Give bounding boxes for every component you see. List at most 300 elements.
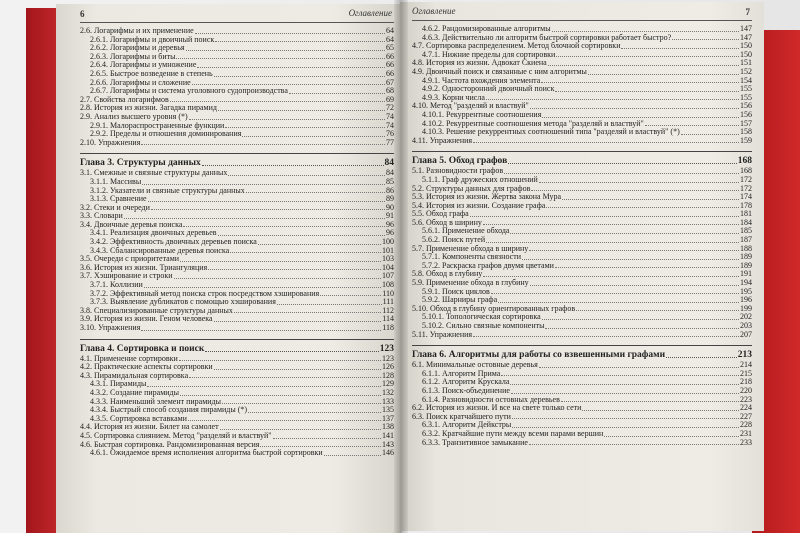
dot-leader bbox=[483, 276, 739, 277]
dot-leader bbox=[576, 310, 739, 311]
dot-leader bbox=[225, 127, 385, 128]
dot-leader bbox=[242, 136, 385, 137]
entry-page-number: 187 bbox=[740, 235, 752, 245]
dot-leader bbox=[470, 216, 739, 217]
entry-page-number: 174 bbox=[740, 192, 752, 202]
dot-leader bbox=[218, 110, 385, 111]
entry-page-number: 133 bbox=[382, 396, 394, 406]
dot-leader bbox=[541, 82, 739, 83]
entry-page-number: 150 bbox=[740, 49, 752, 59]
dot-leader bbox=[483, 224, 739, 225]
entry-title: 5.4. История из жизни. Создание графа bbox=[412, 200, 546, 210]
entry-title: 5.6.2. Поиск путей bbox=[422, 235, 486, 245]
entry-title: 6.2. История из жизни. И все на свете только сети bbox=[412, 403, 582, 413]
dot-leader bbox=[512, 427, 739, 428]
entry-page-number: 156 bbox=[740, 101, 752, 111]
dot-leader bbox=[552, 31, 739, 32]
entry-title: 5.7. Применение обхода в ширину bbox=[412, 243, 529, 253]
entry-page-number: 108 bbox=[382, 280, 394, 290]
dot-leader bbox=[588, 74, 739, 75]
dot-leader bbox=[562, 199, 739, 200]
dot-leader bbox=[124, 218, 385, 219]
entry-title: 4.6.1. Ожидаемое время исполнения алгоритма быстрой сортировки bbox=[90, 448, 323, 458]
entry-page-number: 181 bbox=[740, 209, 752, 219]
entry-title: 4.3.2. Создание пирамиды bbox=[90, 387, 179, 397]
entry-title: 4.3.3. Наименьший элемент пирамиды bbox=[90, 396, 221, 406]
entry-title: 2.7. Свойства логарифмов bbox=[80, 94, 169, 104]
dot-leader bbox=[189, 377, 381, 378]
entry-page-number: 110 bbox=[382, 288, 394, 298]
entry-page-number: 91 bbox=[386, 211, 394, 221]
entry-page-number: 77 bbox=[386, 137, 394, 147]
chapter-page-number: 213 bbox=[737, 350, 752, 361]
toc-chapter-heading bbox=[80, 153, 394, 169]
entry-title: 5.2. Структуры данных для графов bbox=[412, 183, 531, 193]
dot-leader bbox=[195, 33, 385, 34]
dot-leader bbox=[215, 41, 385, 42]
dot-leader bbox=[672, 39, 739, 40]
dot-leader bbox=[273, 438, 381, 439]
toc-chapter-heading bbox=[80, 339, 394, 355]
entry-title: 3.1. Смежные и связные структуры данных bbox=[80, 168, 228, 178]
entry-page-number: 223 bbox=[740, 394, 752, 404]
entry-page-number: 178 bbox=[740, 200, 752, 210]
entry-title: 6.1.2. Алгоритм Крускала bbox=[422, 377, 510, 387]
entry-page-number: 143 bbox=[382, 439, 394, 449]
entry-page-number: 194 bbox=[740, 278, 752, 288]
dot-leader bbox=[170, 101, 385, 102]
entry-page-number: 218 bbox=[740, 377, 752, 387]
entry-page-number: 168 bbox=[740, 166, 752, 176]
entry-title: 3.3. Словари bbox=[80, 211, 123, 221]
entry-title: 5.10.2. Сильно связные компоненты bbox=[422, 321, 545, 330]
entry-page-number: 89 bbox=[386, 194, 394, 204]
entry-page-number: 84 bbox=[386, 168, 394, 178]
dot-leader bbox=[498, 302, 739, 303]
entry-page-number: 67 bbox=[386, 77, 394, 87]
entry-title: 2.6. Логарифмы и их применение bbox=[80, 26, 194, 35]
entry-title: 6.1.1. Алгоритм Прима bbox=[422, 368, 501, 378]
entry-title: 2.6.2. Логарифмы и деревья bbox=[90, 43, 185, 53]
entry-page-number: 129 bbox=[382, 379, 394, 389]
entry-title: 5.9.2. Шарниры графа bbox=[422, 295, 498, 305]
entry-title: 5.11. Упражнения bbox=[412, 329, 473, 339]
entry-title: 4.3.5. Сортировка вставками bbox=[90, 413, 187, 423]
entry-title: 4.10.3. Решение рекуррентных соотношений типа "разделяй и властвуй" (*) bbox=[422, 127, 680, 137]
toc-entry bbox=[80, 204, 394, 213]
toc-entry bbox=[412, 137, 752, 146]
entry-page-number: 114 bbox=[382, 314, 394, 324]
entry-page-number: 214 bbox=[740, 360, 752, 370]
dot-leader bbox=[141, 144, 385, 145]
entry-title: 2.9.2. Пределы и отношения доминирования bbox=[90, 129, 242, 139]
entry-title: 3.10. Упражнения bbox=[80, 323, 141, 332]
entry-title: 2.6.3. Логарифмы и биты bbox=[90, 51, 176, 61]
chapter-title: Глава 5. Обход графов bbox=[412, 156, 508, 167]
dot-leader bbox=[556, 56, 739, 57]
dot-leader bbox=[539, 182, 739, 183]
dot-leader bbox=[220, 429, 381, 430]
dot-leader bbox=[176, 58, 385, 59]
entry-page-number: 185 bbox=[740, 226, 752, 236]
entry-page-number: 146 bbox=[382, 448, 394, 458]
entry-page-number: 76 bbox=[386, 129, 394, 139]
dot-leader bbox=[529, 250, 739, 251]
entry-title: 3.8. Специализированные структуры данных bbox=[80, 305, 233, 315]
entry-page-number: 118 bbox=[382, 323, 394, 332]
entry-title: 5.5. Обход графа bbox=[412, 209, 469, 219]
entry-title: 3.5. Очереди с приоритетами bbox=[80, 254, 180, 264]
dot-leader bbox=[214, 369, 381, 370]
right-toc bbox=[412, 25, 752, 447]
entry-page-number: 103 bbox=[382, 254, 394, 264]
entry-title: 6.3. Поиск кратчайшего пути bbox=[412, 411, 511, 421]
entry-page-number: 66 bbox=[386, 60, 394, 70]
entry-page-number: 96 bbox=[386, 219, 394, 229]
entry-title: 4.6.3. Действительно ли алгоритм быстрой сортировки работает быстро? bbox=[422, 32, 672, 42]
dot-leader bbox=[258, 244, 381, 245]
entry-title: 3.6. История из жизни. Триангуляция bbox=[80, 262, 208, 272]
entry-title: 4.11. Упражнения bbox=[412, 135, 473, 145]
entry-page-number: 100 bbox=[382, 237, 394, 247]
entry-title: 4.2. Практические аспекты сортировки bbox=[80, 362, 213, 372]
entry-page-number: 65 bbox=[386, 43, 394, 53]
dot-leader bbox=[681, 134, 739, 135]
dot-leader bbox=[522, 259, 739, 260]
entry-page-number: 151 bbox=[740, 58, 752, 68]
entry-title: 2.6.4. Логарифмы и умножение bbox=[90, 60, 197, 70]
entry-title: 5.1. Разновидности графов bbox=[412, 166, 504, 176]
toc-entry bbox=[80, 324, 394, 333]
dot-leader bbox=[504, 173, 739, 174]
entry-title: 4.10.2. Рекуррентные соотношения метода "разделяй и властвуй" bbox=[422, 118, 644, 128]
entry-title: 5.8. Обход в глубину bbox=[412, 269, 483, 279]
chapter-page-number: 123 bbox=[379, 343, 394, 354]
entry-page-number: 96 bbox=[386, 228, 394, 238]
entry-title: 5.7.2. Раскраска графов двумя цветами bbox=[422, 260, 554, 270]
dot-leader bbox=[174, 278, 381, 279]
chapter-title: Глава 6. Алгоритмы для работы со взвешенными графами bbox=[412, 350, 666, 361]
entry-title: 4.6. Быстрая сортировка. Рандомизированная версия bbox=[80, 439, 260, 449]
dot-leader bbox=[511, 393, 739, 394]
dot-leader bbox=[248, 412, 381, 413]
entry-page-number: 156 bbox=[740, 109, 752, 119]
dot-leader bbox=[582, 410, 739, 411]
entry-page-number: 147 bbox=[740, 24, 752, 33]
entry-page-number: 207 bbox=[740, 329, 752, 339]
entry-title: 2.6.5. Быстрое возведение в степень bbox=[90, 68, 213, 78]
dot-leader bbox=[546, 207, 739, 208]
entry-page-number: 188 bbox=[740, 243, 752, 253]
right-page-header bbox=[412, 4, 752, 21]
entry-page-number: 135 bbox=[382, 405, 394, 415]
dot-leader bbox=[192, 84, 385, 85]
dot-leader bbox=[473, 142, 739, 143]
dot-leader bbox=[277, 304, 382, 305]
entry-title: 4.6.2. Рандомизированные алгоритмы bbox=[422, 24, 551, 33]
left-page-header bbox=[80, 6, 394, 23]
entry-title: 6.3.1. Алгоритм Дейкстры bbox=[422, 420, 512, 430]
entry-title: 4.10. Метод "разделяй и властвуй" bbox=[412, 101, 529, 111]
entry-page-number: 64 bbox=[386, 26, 394, 35]
entry-page-number: 189 bbox=[740, 260, 752, 270]
entry-title: 2.6.1. Логарифмы и двоичный поиск bbox=[90, 34, 215, 44]
entry-page-number: 72 bbox=[386, 103, 394, 113]
dot-leader bbox=[491, 293, 739, 294]
left-page-running-title: Оглавление bbox=[348, 8, 392, 18]
dot-leader bbox=[539, 367, 739, 368]
dot-leader bbox=[214, 76, 385, 77]
dot-leader bbox=[151, 209, 385, 210]
dot-leader bbox=[621, 48, 739, 49]
entry-page-number: 203 bbox=[740, 321, 752, 330]
entry-title: 2.8. История из жизни. Загадка пирамид bbox=[80, 103, 217, 113]
dot-leader bbox=[246, 192, 385, 193]
entry-page-number: 90 bbox=[386, 202, 394, 212]
dot-leader bbox=[531, 190, 739, 191]
dot-leader bbox=[179, 360, 381, 361]
toc-entry bbox=[80, 449, 394, 458]
dot-leader bbox=[260, 446, 381, 447]
dot-leader bbox=[324, 455, 381, 456]
toc-entry bbox=[412, 331, 752, 340]
entry-page-number: 138 bbox=[382, 422, 394, 432]
entry-page-number: 195 bbox=[740, 286, 752, 296]
entry-page-number: 191 bbox=[740, 269, 752, 279]
entry-title: 3.2. Стеки и очереди bbox=[80, 202, 150, 212]
entry-page-number: 66 bbox=[386, 51, 394, 61]
entry-page-number: 104 bbox=[382, 262, 394, 272]
dot-leader bbox=[530, 285, 739, 286]
entry-page-number: 159 bbox=[740, 135, 752, 145]
dot-leader bbox=[666, 357, 737, 358]
entry-page-number: 68 bbox=[386, 86, 394, 96]
entry-page-number: 128 bbox=[382, 370, 394, 380]
entry-page-number: 66 bbox=[386, 68, 394, 78]
dot-leader bbox=[548, 65, 739, 66]
entry-title: 5.1.1. Граф дружеских отношений bbox=[422, 174, 538, 184]
entry-title: 5.9. Применение обхода в глубину bbox=[412, 278, 529, 288]
dot-leader bbox=[604, 436, 739, 437]
dot-leader bbox=[183, 226, 385, 227]
dot-leader bbox=[142, 184, 385, 185]
dot-leader bbox=[230, 252, 381, 253]
entry-title: 3.9. История из жизни. Геном человека bbox=[80, 314, 213, 324]
entry-page-number: 157 bbox=[740, 118, 752, 128]
entry-title: 4.3.1. Пирамиды bbox=[90, 379, 147, 389]
entry-title: 6.3.2. Кратчайшие пути между всеми парами вершин bbox=[422, 428, 604, 438]
entry-page-number: 231 bbox=[740, 428, 752, 438]
entry-title: 6.1.3. Поиск-объединение bbox=[422, 385, 510, 395]
right-page bbox=[400, 2, 764, 531]
entry-title: 3.7.3. Выявление дубликатов с помощью хэширования bbox=[90, 297, 276, 307]
entry-page-number: 112 bbox=[382, 305, 394, 315]
entry-title: 4.3.4. Быстрый способ создания пирамиды (*) bbox=[90, 405, 248, 415]
chapter-title: Глава 4. Сортировка и поиск bbox=[80, 343, 205, 354]
entry-page-number: 85 bbox=[386, 176, 394, 186]
entry-title: 5.10. Обход в глубину ориентированных графов bbox=[412, 303, 576, 313]
dot-leader bbox=[234, 312, 381, 313]
dot-leader bbox=[205, 351, 378, 352]
dot-leader bbox=[561, 401, 739, 402]
toc-chapter-heading bbox=[412, 151, 752, 167]
entry-title: 4.9.1. Частота вхождения элемента bbox=[422, 75, 541, 85]
dot-leader bbox=[141, 330, 381, 331]
dot-leader bbox=[486, 99, 739, 100]
entry-page-number: 155 bbox=[740, 84, 752, 94]
dot-leader bbox=[512, 418, 739, 419]
entry-title: 4.10.1. Рекуррентные соотношения bbox=[422, 109, 542, 119]
entry-page-number: 137 bbox=[382, 413, 394, 423]
entry-page-number: 154 bbox=[740, 75, 752, 85]
entry-title: 3.1.1. Массивы bbox=[90, 176, 142, 186]
dot-leader bbox=[148, 201, 385, 202]
dot-leader bbox=[542, 319, 739, 320]
entry-title: 4.3. Пирамидальная сортировка bbox=[80, 370, 189, 380]
book-gutter bbox=[394, 0, 408, 533]
dot-leader bbox=[228, 175, 385, 176]
entry-title: 4.4. История из жизни. Билет на самолет bbox=[80, 422, 219, 432]
entry-page-number: 184 bbox=[740, 217, 752, 227]
entry-page-number: 202 bbox=[740, 312, 752, 322]
dot-leader bbox=[510, 384, 739, 385]
entry-page-number: 152 bbox=[740, 66, 752, 76]
entry-title: 5.6. Обход в ширину bbox=[412, 217, 482, 227]
entry-title: 4.7. Сортировка распределением. Метод блочной сортировки bbox=[412, 41, 621, 51]
entry-title: 2.9. Анализ высшего уровня (*) bbox=[80, 111, 188, 121]
entry-page-number: 196 bbox=[740, 295, 752, 305]
dot-leader bbox=[508, 163, 737, 164]
dot-leader bbox=[147, 386, 381, 387]
entry-title: 6.3.3. Транзитивное замыкание bbox=[422, 437, 528, 447]
dot-leader bbox=[144, 287, 381, 288]
entry-page-number: 74 bbox=[386, 111, 394, 121]
right-page-running-title: Оглавление bbox=[412, 6, 456, 16]
entry-title: 3.7.1. Коллизии bbox=[90, 280, 143, 290]
entry-page-number: 158 bbox=[740, 127, 752, 137]
dot-leader bbox=[208, 269, 381, 270]
right-page-number: 7 bbox=[745, 7, 750, 17]
chapter-page-number: 84 bbox=[384, 158, 394, 169]
entry-page-number: 86 bbox=[386, 185, 394, 195]
entry-title: 3.4.1. Реализация двоичных деревьев bbox=[90, 228, 217, 238]
dot-leader bbox=[501, 375, 739, 376]
dot-leader bbox=[188, 420, 381, 421]
chapter-page-number: 168 bbox=[737, 156, 752, 167]
left-page bbox=[56, 4, 402, 533]
entry-title: 3.1.2. Указатели и связные структуры данных bbox=[90, 185, 245, 195]
entry-page-number: 220 bbox=[740, 385, 752, 395]
entry-title: 4.8. История из жизни. Адвокат Скиена bbox=[412, 58, 547, 68]
dot-leader bbox=[555, 91, 739, 92]
entry-title: 4.9.3. Корни числа bbox=[422, 92, 485, 102]
entry-title: 4.9. Двоичный поиск и связанные с ним алгоритмы bbox=[412, 66, 587, 76]
entry-title: 3.7.2. Эффективный метод поиска строк посредством хэширования bbox=[90, 288, 320, 298]
entry-page-number: 189 bbox=[740, 252, 752, 262]
entry-title: 5.10.1. Топологическая сортировка bbox=[422, 312, 541, 322]
entry-page-number: 111 bbox=[382, 297, 394, 307]
dot-leader bbox=[473, 336, 739, 337]
dot-leader bbox=[289, 93, 385, 94]
dot-leader bbox=[186, 50, 385, 51]
dot-leader bbox=[510, 233, 739, 234]
entry-title: 5.7.1. Компоненты связности bbox=[422, 252, 521, 262]
entry-page-number: 132 bbox=[382, 387, 394, 397]
entry-title: 5.3. История из жизни. Жертва закона Мура bbox=[412, 192, 562, 202]
entry-title: 3.4.3. Сбалансированные деревья поиска bbox=[90, 245, 230, 255]
entry-title: 2.10. Упражнения bbox=[80, 137, 141, 147]
entry-page-number: 228 bbox=[740, 420, 752, 430]
dot-leader bbox=[529, 444, 739, 445]
entry-title: 2.9.1. Малораспространенные функции bbox=[90, 120, 225, 130]
dot-leader bbox=[218, 235, 385, 236]
dot-leader bbox=[197, 67, 385, 68]
entry-title: 2.6.7. Логарифмы и система уголовного судопроизводства bbox=[90, 86, 288, 96]
entry-title: 2.6.6. Логарифмы и сложение bbox=[90, 77, 191, 87]
toc-entry bbox=[412, 439, 752, 448]
dot-leader bbox=[214, 321, 382, 322]
entry-title: 4.7.1. Нижние пределы для сортировки bbox=[422, 49, 556, 59]
entry-page-number: 74 bbox=[386, 120, 394, 130]
entry-title: 3.7. Хэширование и строки bbox=[80, 271, 173, 281]
entry-title: 3.4.2. Эффективность двоичных деревьев поиска bbox=[90, 237, 257, 247]
dot-leader bbox=[555, 267, 739, 268]
chapter-title: Глава 3. Структуры данных bbox=[80, 158, 201, 169]
entry-page-number: 227 bbox=[740, 411, 752, 421]
entry-title: 6.1.4. Разновидности остовных деревьев bbox=[422, 394, 560, 404]
entry-page-number: 141 bbox=[382, 430, 394, 440]
toc-entry bbox=[80, 139, 394, 148]
dot-leader bbox=[202, 165, 384, 166]
left-page-number: 6 bbox=[80, 9, 85, 19]
entry-title: 4.5. Сортировка слиянием. Метод "разделяй и властвуй" bbox=[80, 430, 272, 440]
entry-page-number: 123 bbox=[382, 353, 394, 363]
entry-page-number: 101 bbox=[382, 245, 394, 255]
entry-title: 4.9.2. Односторонний двоичный поиск bbox=[422, 84, 555, 94]
entry-page-number: 199 bbox=[740, 303, 752, 313]
dot-leader bbox=[222, 403, 381, 404]
entry-title: 6.1. Минимальные остовные деревья bbox=[412, 360, 538, 370]
dot-leader bbox=[530, 108, 739, 109]
entry-page-number: 64 bbox=[386, 34, 394, 44]
entry-page-number: 150 bbox=[740, 41, 752, 51]
entry-page-number: 126 bbox=[382, 362, 394, 372]
entry-title: 5.9.1. Поиск циклов bbox=[422, 286, 490, 296]
entry-page-number: 233 bbox=[740, 437, 752, 447]
entry-page-number: 224 bbox=[740, 403, 752, 413]
entry-page-number: 172 bbox=[740, 183, 752, 193]
dot-leader bbox=[486, 242, 739, 243]
entry-page-number: 147 bbox=[740, 32, 752, 42]
dot-leader bbox=[545, 328, 739, 329]
dot-leader bbox=[542, 117, 739, 118]
dot-leader bbox=[189, 119, 385, 120]
entry-title: 3.1.3. Сравнение bbox=[90, 194, 147, 204]
entry-page-number: 155 bbox=[740, 92, 752, 102]
dot-leader bbox=[320, 295, 381, 296]
dot-leader bbox=[645, 125, 739, 126]
toc-chapter-heading bbox=[412, 345, 752, 361]
entry-page-number: 107 bbox=[382, 271, 394, 281]
left-toc bbox=[80, 27, 394, 458]
entry-title: 5.6.1. Применение обхода bbox=[422, 226, 510, 236]
entry-page-number: 172 bbox=[740, 174, 752, 184]
entry-title: 4.1. Применение сортировки bbox=[80, 353, 178, 363]
entry-title: 3.4. Двоичные деревья поиска bbox=[80, 219, 183, 229]
entry-page-number: 215 bbox=[740, 368, 752, 378]
dot-leader bbox=[180, 261, 381, 262]
entry-page-number: 69 bbox=[386, 94, 394, 104]
